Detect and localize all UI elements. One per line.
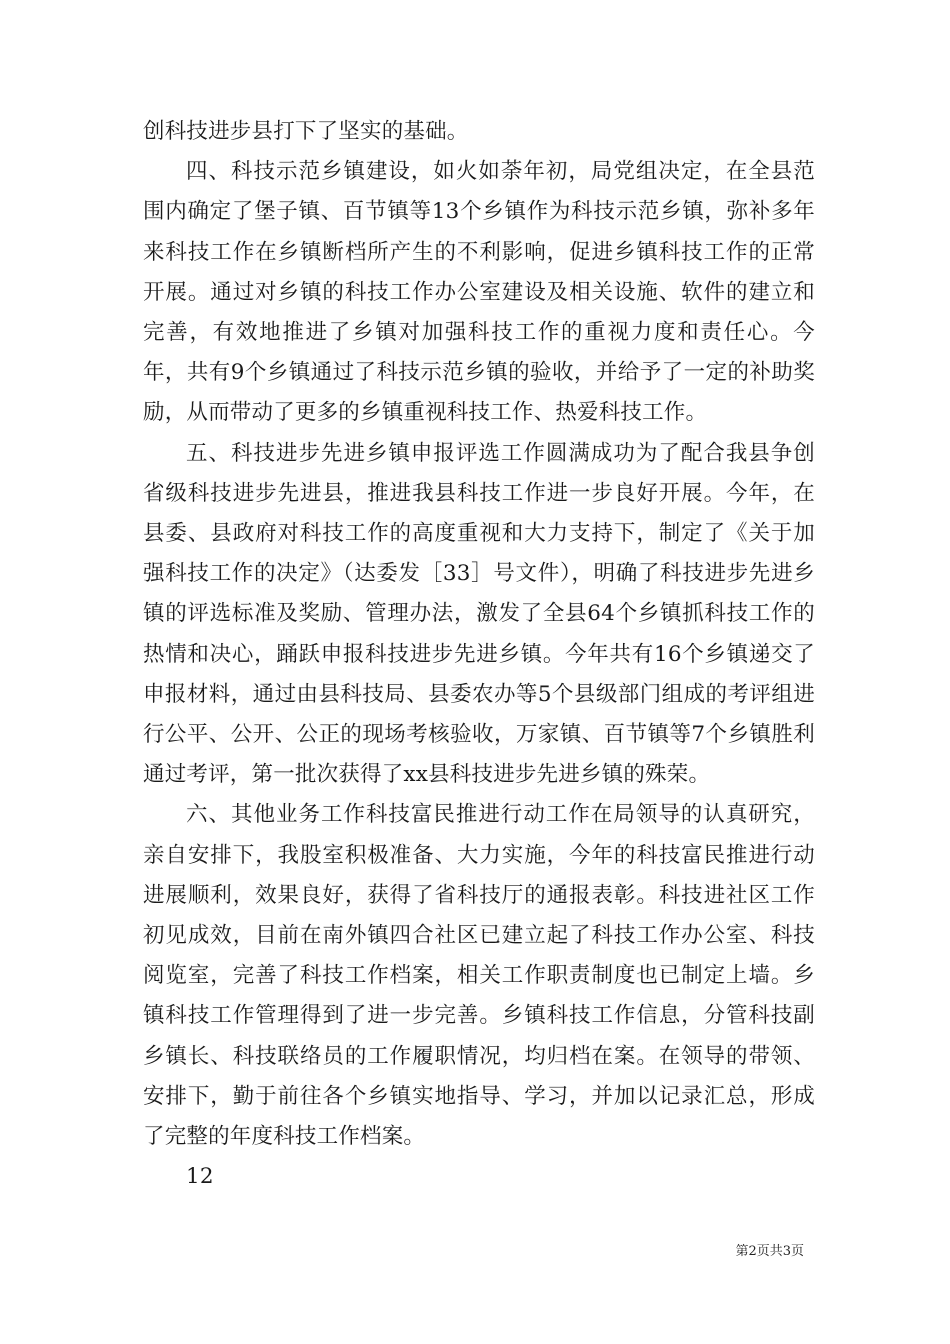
paragraph-1: 创科技进步县打下了坚实的基础。 — [143, 119, 469, 144]
page-footer-label: 第2页共3页 — [735, 1244, 804, 1259]
paragraph-section-6: 六、其他业务工作科技富民推进行动工作在局领导的认真研究，亲自安排下，我股室积极准备、大力实施，今年的科技富民推进行动进展顺利，效果良好，获得了省科技厅的通报表彰。科技进社区工作初见成效，目前在南外镇四合社区已建立起了科技工作办公室、科技阅览室，完善了科技工作档案，相关工作职责制度也已制定上墙。乡镇科技工作管理得到了进一步完善。乡镇科技工作信息，分管科技副乡镇长、科技联络员的工作履职情况，均归档在案。在领导的带领、安排下，勤于前往各个乡镇实地指导、学习，并加以记录汇总，形成了完整的年度科技工作档案。 — [143, 802, 815, 1150]
paragraph-section-5: 五、科技进步先进乡镇申报评选工作圆满成功为了配合我县争创省级科技进步先进县，推进我县科技工作进一步良好开展。今年，在县委、县政府对科技工作的高度重视和大力支持下，制定了《关于加强科技工作的决定》（达委发［33］号文件），明确了科技进步先进乡镇的评选标准及奖励、管理办法，激发了全县64个乡镇抓科技工作的热情和决心，踊跃申报科技进步先进乡镇。今年共有16个乡镇递交了申报材料，通过由县科技局、县委农办等5个县级部门组成的考评组进行公平、公开、公正的现场考核验收，万家镇、百节镇等7个乡镇胜利通过考评，第一批次获得了xx县科技进步先进乡镇的殊荣。 — [143, 440, 815, 788]
document-body — [143, 112, 815, 1197]
paragraph-number: 12 — [186, 1164, 214, 1190]
paragraph-section-4: 四、科技示范乡镇建设，如火如荼年初，局党组决定，在全县范围内确定了堡子镇、百节镇等13个乡镇作为科技示范乡镇，弥补多年来科技工作在乡镇断档所产生的不利影响，促进乡镇科技工作的正常开展。通过对乡镇的科技工作办公室建设及相关设施、软件的建立和完善，有效地推进了乡镇对加强科技工作的重视力度和责任心。今年，共有9个乡镇通过了科技示范乡镇的验收，并给予了一定的补助奖励，从而带动了更多的乡镇重视科技工作、热爱科技工作。 — [143, 159, 815, 426]
